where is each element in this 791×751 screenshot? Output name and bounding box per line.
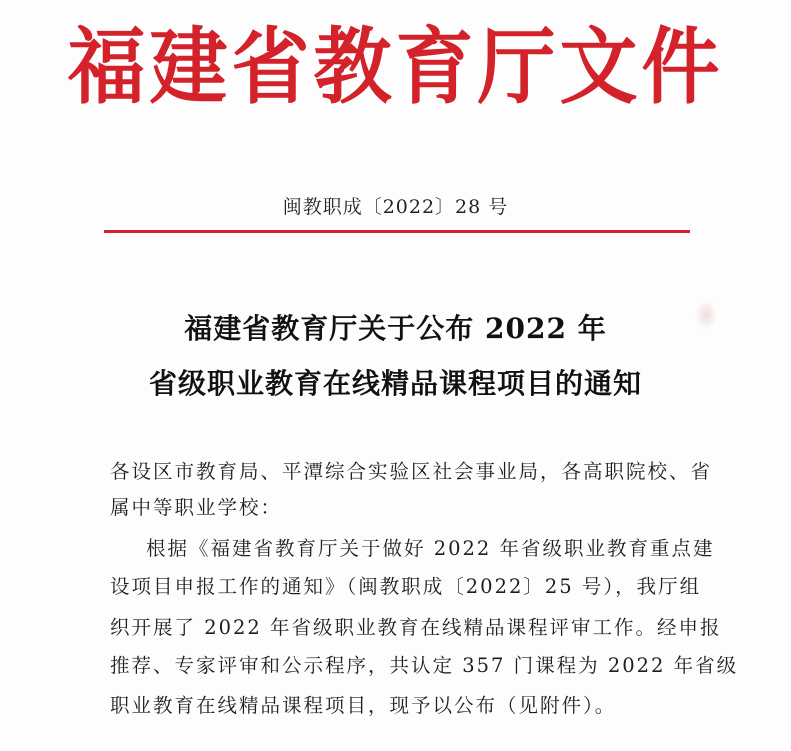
body-paragraph-line-2: 设项目申报工作的通知》（闽教职成〔2022〕25 号），我厅组 xyxy=(110,575,702,598)
notice-title-line-1: 福建省教育厅关于公布 2022 年 xyxy=(184,312,607,345)
body-paragraph-line-5: 职业教育在线精品课程项目，现予以公布（见附件）。 xyxy=(110,694,617,717)
masthead-title: 福建省教育厅文件 xyxy=(67,20,724,116)
scan-smudge-mark xyxy=(695,300,717,330)
body-paragraph-line-3: 织开展了 2022 年省级职业教育在线精品课程评审工作。经申报 xyxy=(110,616,722,639)
body-paragraph-line-1: 根据《福建省教育厅关于做好 2022 年省级职业教育重点建 xyxy=(146,537,715,560)
body-paragraph-line-4: 推荐、专家评审和公示程序，共认定 357 门课程为 2022 年省级 xyxy=(110,654,739,677)
red-divider-rule xyxy=(104,230,690,233)
addressee-line-2: 属中等职业学校： xyxy=(110,496,283,519)
document-number: 闽教职成〔2022〕28 号 xyxy=(282,196,509,218)
notice-title-line-2: 省级职业教育在线精品课程项目的通知 xyxy=(148,367,642,400)
addressee-line-1: 各设区市教育局、平潭综合实验区社会事业局，各高职院校、省 xyxy=(110,460,713,483)
